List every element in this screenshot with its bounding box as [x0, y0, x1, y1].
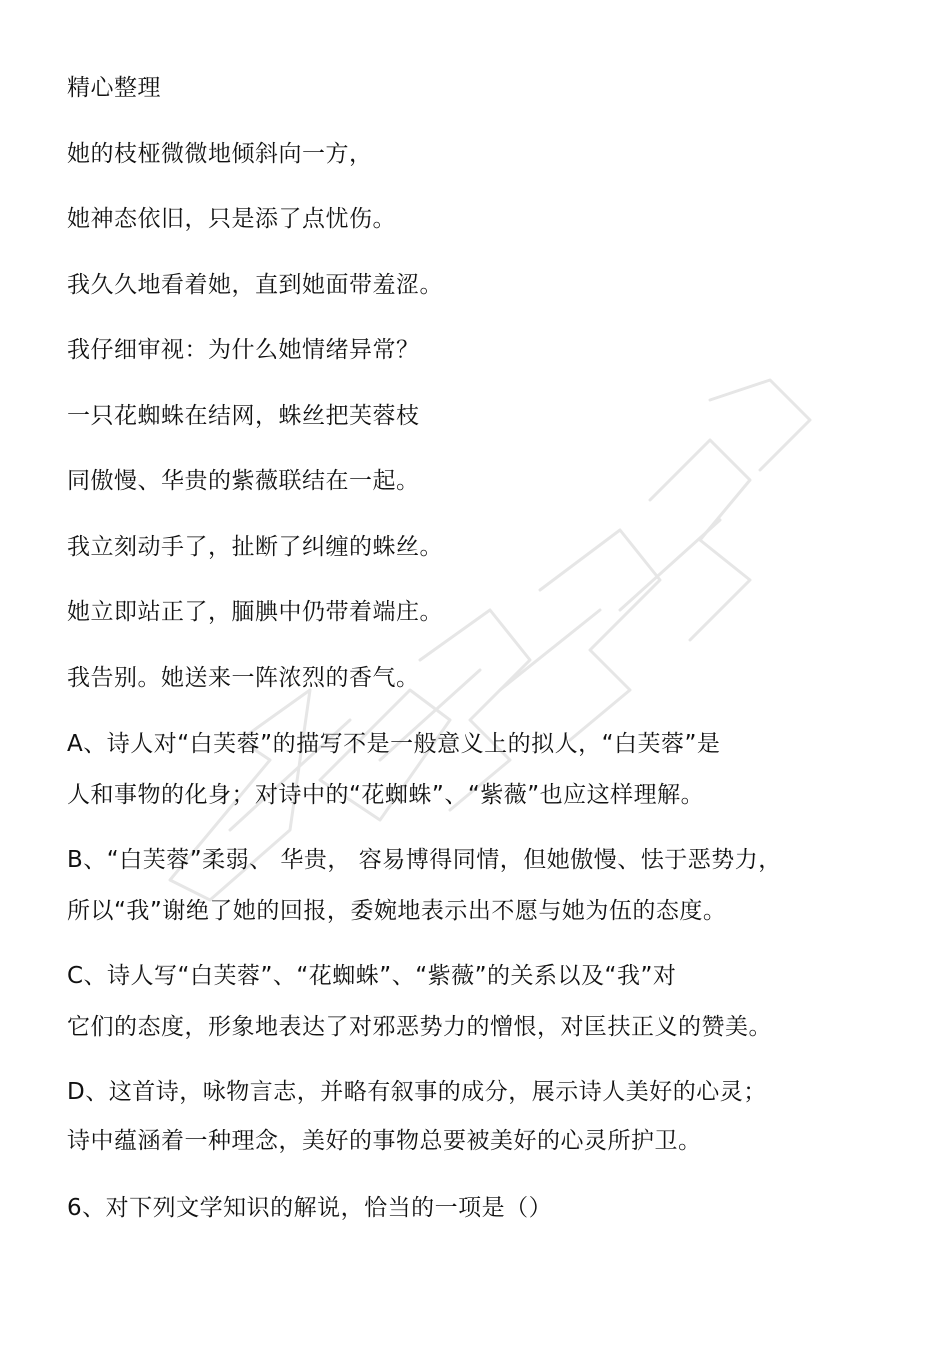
poem-line: 她神态依旧，只是添了点忧伤。 — [67, 206, 396, 232]
header-label: 精心整理 — [67, 75, 161, 101]
poem-line: 我仔细审视：为什么她情绪异常？ — [67, 337, 420, 363]
poem-line: 一只花蜘蛛在结网，蛛丝把芙蓉枝 — [67, 403, 420, 429]
poem-line: 她立即站正了，腼腆中仍带着端庄。 — [67, 599, 443, 625]
poem-line: 我立刻动手了，扯断了纠缠的蛛丝。 — [67, 534, 443, 560]
poem-line: 我久久地看着她，直到她面带羞涩。 — [67, 272, 443, 298]
option-c-line-2: 它们的态度，形象地表达了对邪恶势力的憎恨，对匡扶正义的赞美。 — [67, 1014, 772, 1040]
option-c-line-1: C、诗人写“白芙蓉”、“花蜘蛛”、“紫薇”的关系以及“我”对 — [67, 963, 677, 989]
option-d-line-2: 诗中蕴涵着一种理念，美好的事物总要被美好的心灵所护卫。 — [67, 1128, 702, 1154]
poem-line: 我告别。她送来一阵浓烈的香气。 — [67, 665, 420, 691]
option-a-line-2: 人和事物的化身；对诗中的“花蜘蛛”、“紫薇”也应这样理解。 — [67, 782, 705, 808]
option-b-line-2: 所以“我”谢绝了她的回报，委婉地表示出不愿与她为伍的态度。 — [67, 898, 727, 924]
watermark-graphic — [150, 360, 830, 920]
option-b-line-1: B、“白芙蓉”柔弱、 华贵， 容易博得同情，但她傲慢、怯于恶势力， — [67, 847, 782, 873]
poem-line: 她的枝桠微微地倾斜向一方， — [67, 141, 373, 167]
option-d-line-1: D、这首诗，咏物言志，并略有叙事的成分，展示诗人美好的心灵； — [67, 1079, 767, 1105]
poem-line: 同傲慢、华贵的紫薇联结在一起。 — [67, 468, 420, 494]
option-a-line-1: A、诗人对“白芙蓉”的描写不是一般意义上的拟人，“白芙蓉”是 — [67, 731, 721, 757]
question-6-text: 6、对下列文学知识的解说，恰当的一项是（） — [67, 1195, 553, 1221]
